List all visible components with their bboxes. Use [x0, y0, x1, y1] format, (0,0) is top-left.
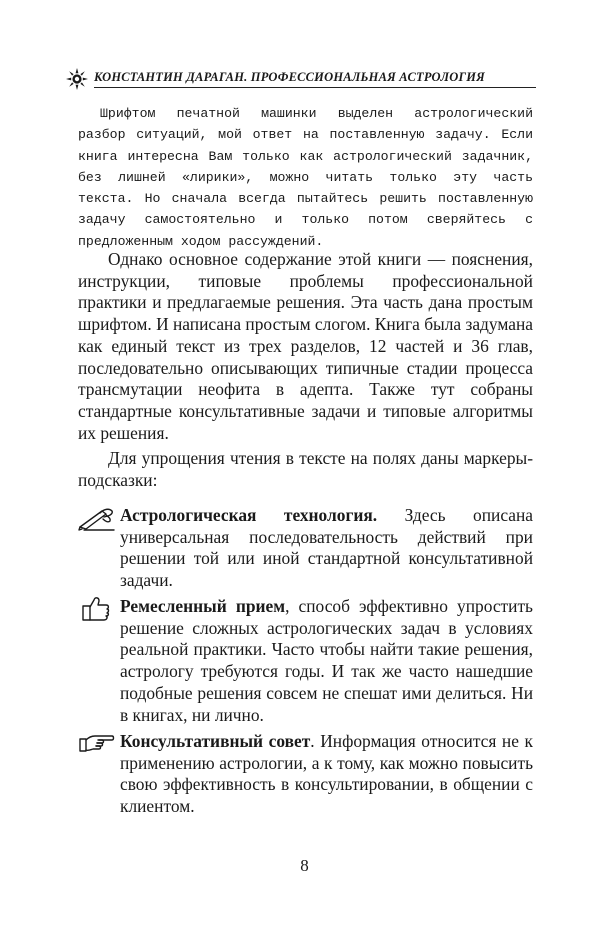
writing-hand-icon	[78, 505, 116, 531]
main-paragraph	[78, 249, 533, 444]
markers-intro-paragraph	[78, 448, 533, 491]
marker-advice-text	[78, 731, 533, 818]
marker-craft-text	[78, 596, 533, 726]
marker-technology-text	[78, 505, 533, 592]
header-rule	[94, 87, 536, 88]
typewriter-paragraph	[78, 103, 533, 252]
marker-craft-body: , способ эффективно упростить решение сложных астрологических задач в условиях реальной практики. Часто чтобы найти такие решения, астрологу требуются годы. И так же часто нашедшие подобные решения совсем не спешат ими делиться. Ни в книгах, ни лично.	[120, 596, 533, 725]
intro-text: Шрифтом печатной машинки выделен астрологический разбор ситуаций, мой ответ на поставленную задачу. Если книга интересна Вам только как астрологический задачник, без лишней «лирики», можно читать только эту часть текста. Но сначала всегда пытайтесь решить поставленную задачу самостоятельно и только потом сверяйтесь с предложенным ходом рассуждений.	[78, 106, 533, 249]
running-header	[66, 66, 536, 90]
main-text: Однако основное содержание этой книги — пояснения, инструкции, типовые проблемы профессиональной практики и предлагаемые решения. Эта часть дана простым шрифтом. И написана простым слогом. Книга была задумана как единый текст из трех разделов, 12 частей и 36 глав, последовательно описывающих типичные стадии процесса трансмутации неофита в адепта. Также тут собраны стандартные консультативные задачи и типовые алгоритмы их решения.	[78, 249, 534, 443]
page-number: 8	[300, 856, 309, 875]
marker-craft-term: Ремесленный прием	[120, 596, 286, 616]
marker-technology-term: Астрологическая технология.	[120, 505, 378, 525]
pointing-hand-icon	[78, 731, 116, 757]
marker-craft	[78, 596, 533, 726]
marker-advice	[78, 731, 533, 818]
sun-icon	[66, 68, 88, 90]
thumbs-up-icon	[78, 596, 116, 622]
markers-intro-text: Для упрощения чтения в тексте на полях даны маркеры-подсказки:	[78, 448, 533, 490]
marker-technology	[78, 505, 533, 592]
marker-advice-term: Консультативный совет	[120, 731, 311, 751]
marker-technology-body: Здесь описана универсальная последовательность действий при решении той или иной стандартной консультативной задачи.	[120, 505, 533, 591]
running-title: КОНСТАНТИН ДАРАГАН. ПРОФЕССИОНАЛЬНАЯ АСТРОЛОГИЯ	[94, 70, 485, 84]
marker-advice-body: . Информация относится не к применению астрологии, а к тому, как можно повысить свою эффективность в консультировании, в общении с клиентом.	[120, 731, 533, 817]
